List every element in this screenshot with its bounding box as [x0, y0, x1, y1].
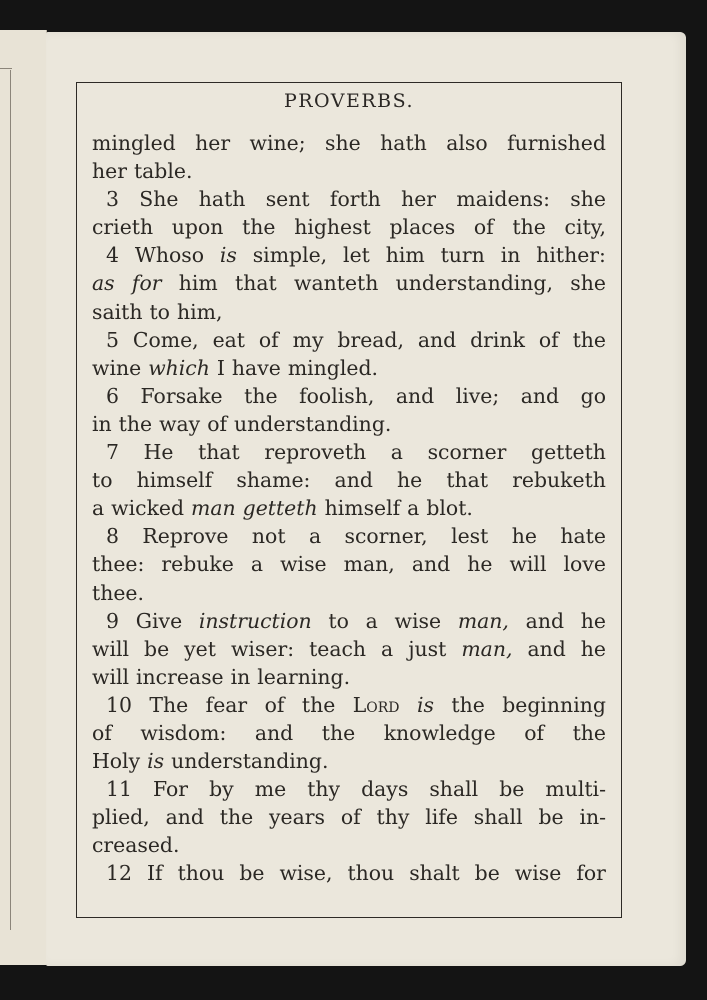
word: hath: [198, 187, 246, 212]
word: a: [407, 496, 420, 521]
text-line: [92, 859, 606, 887]
word: that: [446, 468, 489, 493]
word: she: [325, 131, 361, 155]
word: plied,: [92, 805, 150, 830]
previous-page-edge: [0, 30, 47, 965]
word: a: [390, 440, 403, 465]
word: Give: [135, 608, 183, 633]
word: a: [92, 496, 105, 521]
word: man,: [461, 636, 513, 661]
word: will: [509, 552, 547, 577]
word: is: [416, 692, 434, 717]
word: increase: [136, 664, 224, 689]
word: which: [148, 355, 210, 380]
word: forth: [329, 187, 381, 212]
text-line: [92, 663, 606, 691]
word: my: [292, 327, 324, 352]
text-line: [92, 579, 606, 607]
word: for: [576, 861, 606, 886]
word: Lord: [352, 692, 400, 717]
word: wisdom:: [140, 720, 227, 745]
text-line: [92, 326, 606, 354]
word: 6: [106, 383, 119, 408]
word: in-: [579, 805, 606, 830]
word: mingled.: [287, 355, 378, 380]
text-line: [92, 775, 606, 803]
word: of: [258, 327, 279, 352]
text-line: [92, 241, 606, 269]
word: wise,: [279, 861, 333, 886]
word: shame:: [236, 468, 311, 493]
word: of: [524, 720, 545, 745]
text-line: [92, 466, 606, 494]
word: hath: [380, 131, 427, 155]
word: scorner: [427, 440, 507, 465]
word: wiser:: [230, 636, 295, 661]
word: be: [474, 861, 500, 886]
word: highest: [294, 215, 371, 240]
word: eat: [212, 327, 245, 352]
word: her: [401, 187, 437, 212]
word: creased.: [92, 833, 180, 858]
word: bread,: [337, 327, 404, 352]
previous-page-rule-top: [0, 68, 12, 69]
word: be: [144, 636, 170, 661]
word: thy: [307, 777, 341, 802]
word: in: [230, 664, 251, 689]
word: beginning: [502, 692, 606, 717]
text-line: [92, 269, 606, 297]
word: man,: [343, 552, 395, 577]
word: learning.: [257, 664, 351, 689]
word: a: [308, 524, 322, 549]
word: of: [538, 327, 559, 352]
text-line: [92, 213, 606, 241]
word: way: [159, 411, 201, 436]
word: foolish,: [299, 383, 375, 408]
word: himself: [136, 468, 213, 493]
book-page: [46, 32, 686, 966]
word: teach: [309, 636, 367, 661]
word: understanding.: [234, 411, 392, 436]
word: turn: [440, 243, 485, 268]
word: of: [473, 215, 494, 240]
word: reproveth: [264, 440, 367, 465]
word: just: [408, 636, 447, 661]
word: a: [250, 552, 264, 577]
word: scorner,: [344, 524, 428, 549]
word: rebuke: [161, 552, 234, 577]
text-line: [92, 185, 606, 213]
word: 4: [106, 243, 119, 268]
word: hate: [560, 524, 606, 549]
scripture-text: [92, 129, 606, 888]
word: he: [467, 552, 493, 577]
word: 3: [106, 187, 119, 212]
word: and: [417, 327, 457, 352]
word: be: [538, 805, 564, 830]
running-head: PROVERBS.: [283, 90, 415, 112]
text-line: [92, 607, 606, 635]
word: let: [343, 243, 370, 268]
word: man: [191, 496, 236, 521]
word: 5: [106, 327, 119, 352]
word: and: [525, 608, 565, 633]
word: the: [219, 805, 254, 830]
word: thy: [376, 805, 410, 830]
text-line: [92, 550, 606, 578]
word: simple,: [252, 243, 328, 268]
word: him,: [176, 299, 223, 324]
text-line: [92, 831, 606, 859]
word: her: [92, 159, 127, 184]
word: city,: [564, 215, 606, 240]
word: upon: [171, 215, 224, 240]
word: is: [219, 243, 237, 268]
word: is: [147, 749, 165, 774]
word: she: [570, 271, 606, 296]
word: and: [254, 720, 294, 745]
word: table.: [133, 159, 193, 184]
word: 7: [106, 440, 119, 465]
text-line: [92, 298, 606, 326]
word: thee:: [92, 552, 145, 577]
word: instruction: [198, 608, 312, 633]
text-line: [92, 354, 606, 382]
word: saith: [92, 299, 143, 324]
word: He: [143, 440, 174, 465]
word: For: [153, 777, 189, 802]
word: the: [118, 411, 153, 436]
word: the: [242, 215, 276, 240]
text-line: [92, 803, 606, 831]
word: he: [511, 524, 537, 549]
text-line: [92, 382, 606, 410]
word: She: [139, 187, 179, 212]
word: wise: [280, 552, 327, 577]
word: the: [301, 692, 336, 717]
word: and: [395, 383, 435, 408]
word: he: [580, 608, 606, 633]
word: in: [92, 411, 112, 436]
word: also: [446, 131, 488, 155]
word: Reprove: [142, 524, 229, 549]
word: getteth: [531, 440, 606, 465]
word: wise: [394, 608, 442, 633]
word: a: [381, 636, 394, 661]
word: Holy: [92, 749, 141, 774]
word: he: [580, 636, 606, 661]
word: of: [340, 805, 361, 830]
text-line: [92, 522, 606, 550]
word: lest: [451, 524, 489, 549]
word: her: [195, 131, 231, 155]
word: thee.: [92, 580, 144, 605]
word: crieth: [92, 215, 154, 240]
word: love: [563, 552, 606, 577]
word: wise: [514, 861, 562, 886]
text-line: [92, 129, 606, 157]
word: and: [165, 805, 204, 830]
text-line: [92, 635, 606, 663]
word: shalt: [409, 861, 460, 886]
word: years: [269, 805, 325, 830]
word: that: [235, 271, 277, 296]
word: have: [231, 355, 281, 380]
word: man,: [457, 608, 509, 633]
word: will: [92, 664, 130, 689]
word: The: [149, 692, 189, 717]
word: she: [570, 187, 606, 212]
word: he: [397, 468, 423, 493]
word: in: [500, 243, 521, 268]
word: him: [385, 243, 425, 268]
word: getteth: [242, 496, 318, 521]
word: that: [198, 440, 240, 465]
word: furnished: [507, 131, 606, 155]
word: understanding.: [171, 749, 329, 774]
word: of: [92, 720, 112, 745]
word: 10: [106, 692, 132, 717]
word: days: [361, 777, 409, 802]
word: blot.: [426, 496, 473, 521]
word: a: [365, 608, 378, 633]
word: 11: [106, 777, 132, 802]
word: by: [209, 777, 234, 802]
word: yet: [184, 636, 216, 661]
previous-page-rule: [10, 70, 11, 930]
word: maidens:: [456, 187, 550, 212]
word: the: [572, 327, 606, 352]
word: drink: [470, 327, 525, 352]
word: the: [512, 215, 546, 240]
word: not: [251, 524, 286, 549]
text-line: [92, 719, 606, 747]
word: him: [178, 271, 218, 296]
word: wine: [92, 355, 142, 380]
text-line: [92, 691, 606, 719]
word: of: [207, 411, 228, 436]
word: and: [334, 468, 373, 493]
word: wicked: [111, 496, 185, 521]
word: I: [216, 355, 225, 380]
word: as: [92, 271, 115, 296]
text-line: [92, 438, 606, 466]
word: multi-: [545, 777, 606, 802]
word: to: [149, 299, 170, 324]
word: Come,: [132, 327, 199, 352]
word: the: [321, 720, 356, 745]
word: If: [146, 861, 163, 886]
word: live;: [455, 383, 500, 408]
word: sent: [265, 187, 310, 212]
text-line: [92, 747, 606, 775]
word: thou: [347, 861, 395, 886]
word: and: [520, 383, 560, 408]
word: Forsake: [140, 383, 223, 408]
word: will: [92, 636, 130, 661]
word: Whoso: [134, 243, 204, 268]
word: go: [580, 383, 606, 408]
word: to: [328, 608, 349, 633]
word: and: [527, 636, 566, 661]
word: wine;: [249, 131, 306, 155]
text-line: [92, 157, 606, 185]
word: be: [499, 777, 525, 802]
word: wanteth: [294, 271, 379, 296]
word: fear: [205, 692, 248, 717]
word: the: [244, 383, 278, 408]
word: be: [239, 861, 265, 886]
word: hither:: [536, 243, 606, 268]
word: mingled: [92, 131, 176, 155]
word: of: [264, 692, 285, 717]
word: me: [254, 777, 287, 802]
word: the: [451, 692, 485, 717]
word: thou: [177, 861, 225, 886]
word: shall: [473, 805, 523, 830]
word: life: [425, 805, 458, 830]
text-line: [92, 494, 606, 522]
word: to: [92, 468, 113, 493]
text-line: [92, 410, 606, 438]
word: shall: [429, 777, 479, 802]
word: and: [411, 552, 451, 577]
word: places: [389, 215, 456, 240]
word: 12: [106, 861, 132, 886]
word: 9: [106, 608, 119, 633]
word: 8: [106, 524, 119, 549]
word: rebuketh: [512, 468, 606, 493]
word: himself: [324, 496, 401, 521]
word: knowledge: [383, 720, 496, 745]
word: for: [131, 271, 162, 296]
word: the: [572, 720, 606, 745]
word: understanding,: [395, 271, 553, 296]
